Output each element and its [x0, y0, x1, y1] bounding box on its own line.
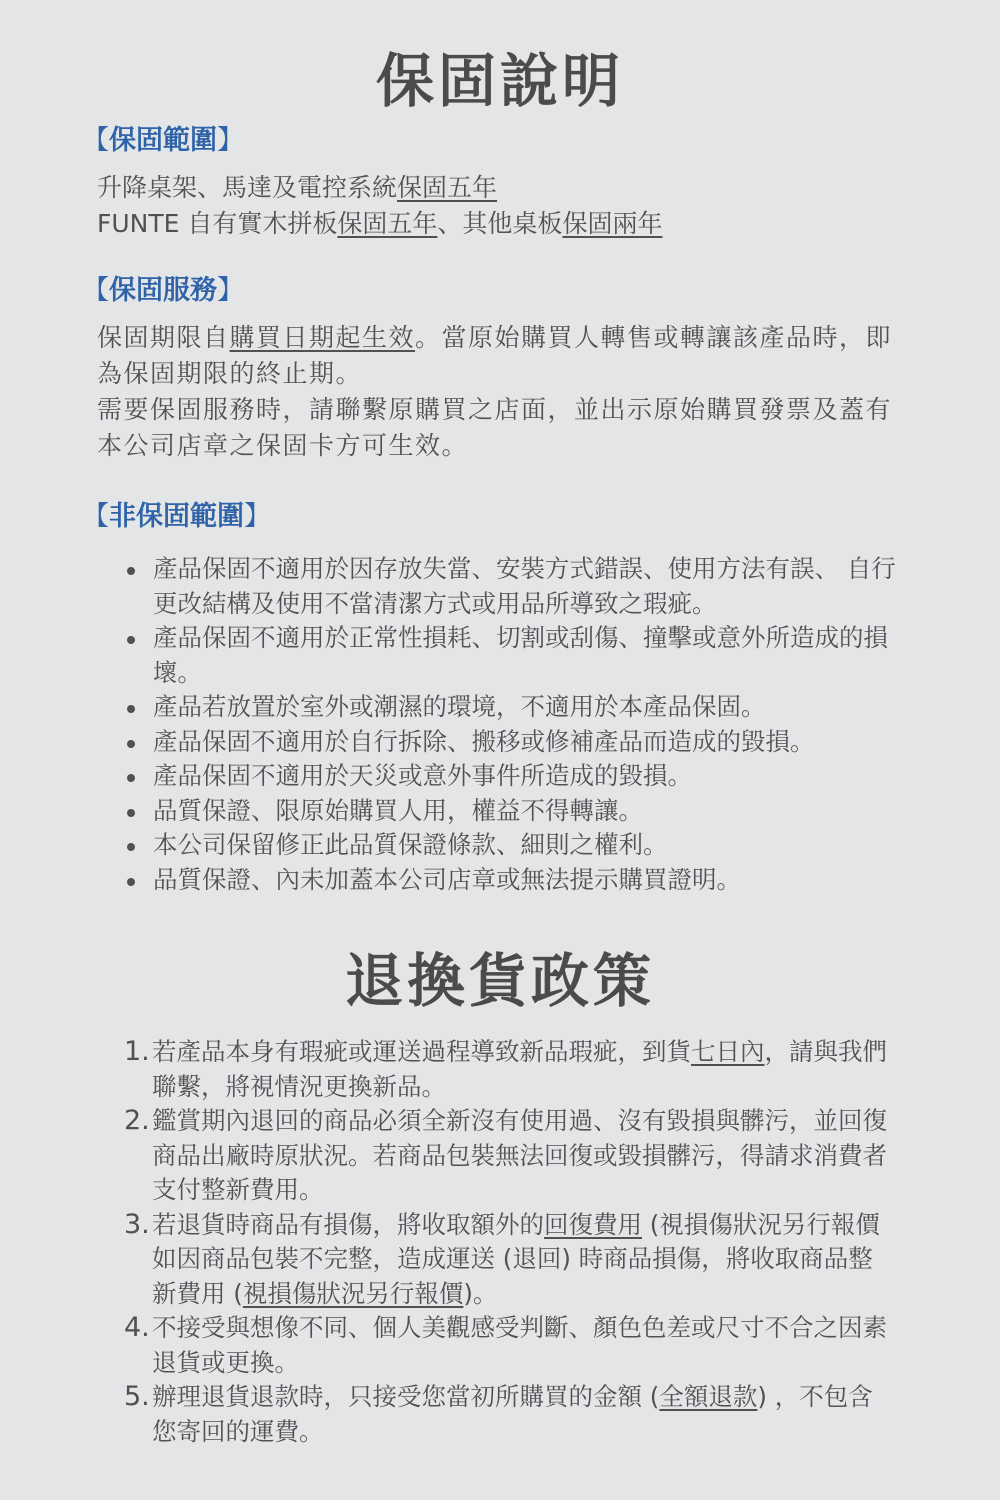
item-text-a: 若產品本身有瑕疵或運送過程導致新品瑕疵，到貨 [152, 1037, 691, 1066]
scope-line-1-underline: 保固五年 [397, 173, 498, 202]
list-item: 品質保證、內未加蓋本公司店章或無法提示購買證明。 [126, 863, 896, 898]
item-text-a: 辦理退貨退款時，只接受您當初所購買的金額 ( [152, 1382, 660, 1411]
list-item [124, 1104, 890, 1208]
service-paragraph-1 [97, 320, 897, 392]
scope-line-2-text-a: FUNTE 自有實木拼板 [97, 209, 338, 238]
item-text-b: ，請與我們聯繫，將視情況更換新品。 [152, 1037, 887, 1101]
item-text-b: ) ，不包含您寄回的運費。 [152, 1382, 873, 1446]
heading-text: 非保固範圍 [109, 501, 244, 532]
bracket-close: 】 [217, 125, 244, 156]
scope-text [97, 170, 897, 242]
service-paragraph-2: 需要保固服務時，請聯繫原購買之店面，並出示原始購買發票及蓋有本公司店章之保固卡方可生效。 [97, 395, 893, 460]
item-text-a: 鑑賞期內退回的商品必須全新沒有使用過、沒有毀損與髒污，並回復商品出廠時原狀況。若商品包裝無法回復或毀損髒污，得請求消費者支付整新費用。 [152, 1106, 887, 1204]
returns-list [124, 1035, 890, 1449]
warranty-title: 保固說明 [375, 47, 624, 115]
list-item: 本公司保留修正此品質保證條款、細則之權利。 [126, 828, 896, 863]
list-item: 產品保固不適用於正常性損耗、切割或刮傷、撞擊或意外所造成的損壞。 [126, 621, 896, 690]
section-heading-non-scope [82, 494, 271, 533]
service-p1-a: 保固期限自 [97, 323, 230, 352]
bracket-close: 】 [217, 275, 244, 306]
scope-line-2-underline-1: 保固五年 [337, 209, 438, 238]
item-underline: 全額退款 [659, 1382, 758, 1411]
scope-line-2 [97, 206, 897, 242]
item-number: 4. [124, 1312, 150, 1343]
scope-line-1-text: 升降桌架、馬達及電控系統 [97, 173, 398, 202]
item-underline-2: 視損傷狀況另行報價 [242, 1278, 464, 1308]
heading-text: 保固範圍 [109, 125, 217, 156]
scope-line-2-text-b: 、其他桌板 [437, 209, 563, 238]
list-item [124, 1311, 890, 1380]
service-p1-b: 。當原始購買人轉售或轉讓該產品時，即為保固期限的終止期。 [97, 323, 893, 388]
section-heading-scope [82, 118, 244, 157]
bracket-close: 】 [244, 501, 271, 532]
list-item [124, 1208, 890, 1312]
list-item [124, 1035, 890, 1104]
item-number: 2. [124, 1105, 150, 1136]
list-item: 產品保固不適用於自行拆除、搬移或修補產品而造成的毀損。 [126, 725, 896, 760]
non-scope-list [126, 552, 896, 897]
item-text-a: 若退貨時商品有損傷，將收取額外的 [152, 1209, 544, 1239]
list-item: 品質保證、限原始購買人用，權益不得轉讓。 [126, 794, 896, 829]
list-item: 產品保固不適用於因存放失當、安裝方式錯誤、使用方法有誤、 自行更改結構及使用不當清潔方式或用品所導致之瑕疵。 [126, 552, 896, 621]
scope-line-2-underline-2: 保固兩年 [562, 209, 663, 238]
bracket-open: 【 [82, 275, 109, 306]
section-heading-service [82, 268, 244, 307]
service-text [97, 320, 897, 464]
heading-text: 保固服務 [109, 275, 217, 306]
service-p1-underline: 購買日期起生效 [229, 323, 416, 352]
list-item: 產品若放置於室外或潮濕的環境，不適用於本產品保固。 [126, 690, 896, 725]
item-text-a: 不接受與想像不同、個人美觀感受判斷、顏色色差或尺寸不合之因素退貨或更換。 [152, 1313, 887, 1377]
item-text-c: )。 [463, 1278, 498, 1308]
list-item: 產品保固不適用於天災或意外事件所造成的毀損。 [126, 759, 896, 794]
bracket-open: 【 [82, 501, 109, 532]
list-item [124, 1380, 890, 1449]
returns-title: 退換貨政策 [344, 947, 655, 1015]
item-underline: 回復費用 [544, 1209, 642, 1239]
item-underline: 七日內 [691, 1037, 765, 1066]
item-number: 3. [124, 1208, 150, 1240]
scope-line-1 [97, 170, 897, 206]
item-number: 1. [124, 1036, 150, 1067]
bracket-open: 【 [82, 125, 109, 156]
item-number: 5. [124, 1381, 150, 1412]
item-text-b: (視損傷狀況另行報價如因商品包裝不完整，造成運送 (退回) 時商品損傷，將收取商品整新費用 ( [152, 1209, 880, 1308]
